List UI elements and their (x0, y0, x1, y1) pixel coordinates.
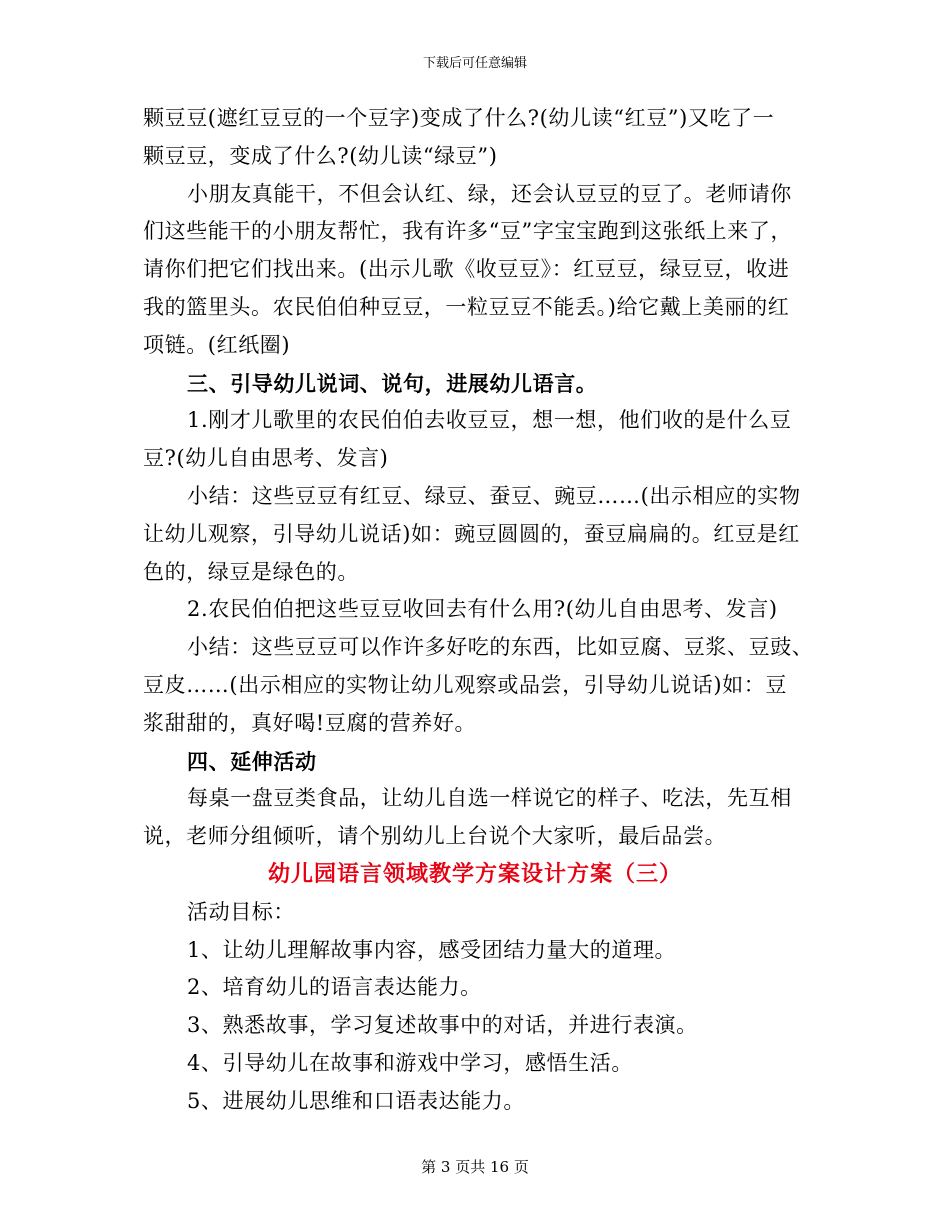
paragraph-line: 小结：这些豆豆可以作许多好吃的东西，比如豆腐、豆浆、豆豉、 (187, 635, 814, 660)
list-item: 1、让幼儿理解故事内容，感受团结力量大的道理。 (187, 937, 677, 962)
paragraph-line: 豆?(幼儿自由思考、发言) (143, 446, 389, 471)
list-item: 4、引导幼儿在故事和游戏中学习，感悟生活。 (187, 1050, 633, 1075)
paragraph-line: 小朋友真能干，不但会认红、绿，还会认豆豆的豆了。老师请你 (187, 181, 792, 206)
paragraph-line: 颗豆豆(遮红豆豆的一个豆字)变成了什么?(幼儿读“红豆”)又吃了一 (143, 106, 775, 130)
section-heading: 四、延伸活动 (187, 748, 317, 774)
page-footer: 第 3 页共 16 页 (421, 1158, 529, 1176)
paragraph-line: 项链。(红纸圈) (143, 332, 291, 357)
paragraph-line: 说，老师分组倾听，请个别幼儿上台说个大家听，最后品尝。 (143, 824, 727, 849)
section-heading: 三、引导幼儿说词、说句，进展幼儿语言。 (187, 370, 598, 396)
paragraph-line: 浆甜甜的，真好喝!豆腐的营养好。 (143, 710, 477, 735)
paragraph-line: 我的篮里头。农民伯伯种豆豆，一粒豆豆不能丢。)给它戴上美丽的红 (143, 294, 790, 319)
document-body (143, 100, 814, 1121)
list-item: 3、熟悉故事，学习复述故事中的对话，并进行表演。 (187, 1013, 698, 1038)
paragraph-line: 让幼儿观察，引导幼儿说话)如：豌豆圆圆的，蚕豆扁扁的。红豆是红 (143, 521, 800, 546)
paragraph-line: 豆皮……(出示相应的实物让幼儿观察或品尝，引导幼儿说话)如：豆 (143, 672, 787, 697)
paragraph-line: 1.刚才儿歌里的农民伯伯去收豆豆，想一想，他们收的是什么豆 (187, 408, 792, 433)
page-header: 下载后可任意编辑 (422, 56, 527, 71)
paragraph-line: 2.农民伯伯把这些豆豆收回去有什么用?(幼儿自由思考、发言) (187, 597, 778, 622)
paragraph-line: 们这些能干的小朋友帮忙，我有许多“豆”字宝宝跑到这张纸上来了， (143, 219, 793, 244)
paragraph-line: 色的，绿豆是绿色的。 (143, 559, 359, 584)
paragraph-line: 请你们把它们找出来。(出示儿歌《收豆豆》：红豆豆，绿豆豆，收进 (143, 257, 790, 282)
paragraph-line: 颗豆豆，变成了什么?(幼儿读“绿豆”) (143, 143, 498, 168)
paragraph-line: 小结：这些豆豆有红豆、绿豆、蚕豆、豌豆……(出示相应的实物 (187, 483, 801, 508)
list-item: 5、进展幼儿思维和口语表达能力。 (187, 1088, 525, 1113)
paragraph-line: 活动目标： (187, 899, 295, 924)
list-item: 2、培育幼儿的语言表达能力。 (187, 975, 482, 1000)
section-title: 幼儿园语言领域教学方案设计方案（三） (267, 860, 682, 887)
paragraph-line: 每桌一盘豆类食品，让幼儿自选一样说它的样子、吃法，先互相 (187, 786, 792, 811)
